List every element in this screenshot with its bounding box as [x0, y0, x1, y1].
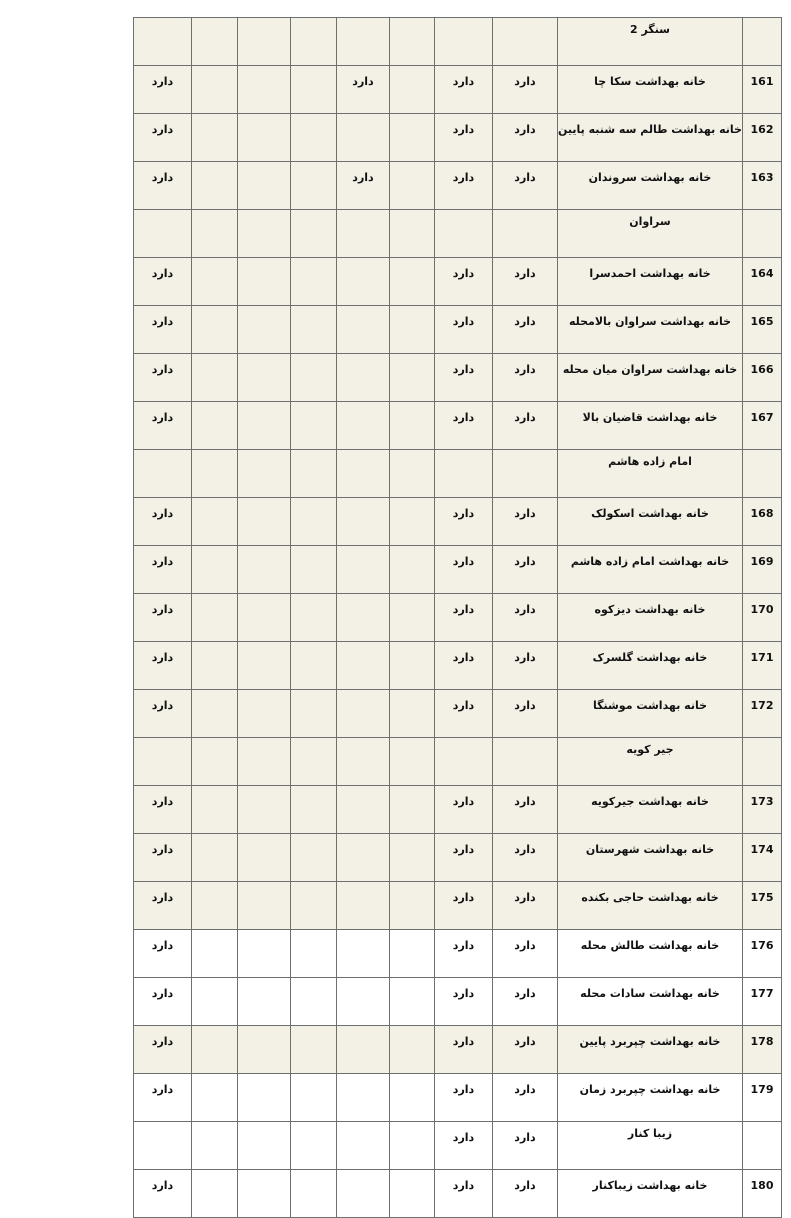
facility-name: خانه بهداشت جیرکویه	[558, 786, 743, 834]
facility-name: خانه بهداشت چپربرد زمان	[558, 1074, 743, 1122]
empty-cell	[390, 498, 435, 546]
empty-cell	[238, 114, 291, 162]
status-cell	[435, 18, 493, 66]
facility-name: خانه بهداشت سادات محله	[558, 978, 743, 1026]
status-cell: دارد	[435, 882, 493, 930]
section-header-row	[134, 210, 782, 258]
empty-cell	[238, 162, 291, 210]
status-cell: دارد	[493, 882, 558, 930]
status-cell: دارد	[493, 546, 558, 594]
empty-cell	[291, 354, 337, 402]
status-cell	[493, 738, 558, 786]
status-cell: دارد	[337, 162, 390, 210]
status-cell: دارد	[493, 354, 558, 402]
section-header-row	[134, 1122, 782, 1170]
status-cell: دارد	[134, 162, 192, 210]
empty-cell	[337, 18, 390, 66]
empty-cell	[238, 786, 291, 834]
status-cell	[337, 834, 390, 882]
table-row	[134, 594, 782, 642]
empty-cell	[291, 210, 337, 258]
empty-cell	[192, 210, 238, 258]
empty-cell	[192, 306, 238, 354]
empty-cell	[291, 450, 337, 498]
empty-cell	[192, 1026, 238, 1074]
empty-cell	[291, 402, 337, 450]
empty-cell	[238, 738, 291, 786]
facility-name: خانه بهداشت سراوان میان محله	[558, 354, 743, 402]
empty-cell	[291, 1074, 337, 1122]
empty-cell	[192, 786, 238, 834]
status-cell: دارد	[435, 1170, 493, 1218]
row-number: 164	[743, 258, 782, 306]
status-cell	[435, 738, 493, 786]
facility-name: خانه بهداشت گلسرک	[558, 642, 743, 690]
status-cell: دارد	[134, 1170, 192, 1218]
facility-name: خانه بهداشت دیزکوه	[558, 594, 743, 642]
empty-cell	[390, 402, 435, 450]
empty-cell	[390, 930, 435, 978]
status-cell: دارد	[493, 258, 558, 306]
empty-cell	[291, 930, 337, 978]
table-row	[134, 402, 782, 450]
empty-cell	[291, 18, 337, 66]
empty-cell	[192, 258, 238, 306]
status-cell: دارد	[493, 594, 558, 642]
status-cell	[337, 930, 390, 978]
empty-cell	[192, 738, 238, 786]
empty-cell	[134, 1122, 192, 1170]
status-cell: دارد	[493, 690, 558, 738]
empty-cell	[238, 18, 291, 66]
empty-cell	[390, 786, 435, 834]
section-header-row	[134, 18, 782, 66]
empty-cell	[390, 306, 435, 354]
empty-cell	[134, 450, 192, 498]
empty-cell	[192, 402, 238, 450]
empty-cell	[291, 690, 337, 738]
status-cell: دارد	[134, 978, 192, 1026]
status-cell	[337, 690, 390, 738]
status-cell: دارد	[134, 258, 192, 306]
status-cell: دارد	[435, 402, 493, 450]
status-cell	[493, 18, 558, 66]
table-row	[134, 498, 782, 546]
status-cell: دارد	[435, 498, 493, 546]
empty-cell	[192, 450, 238, 498]
status-cell: دارد	[493, 498, 558, 546]
empty-cell	[337, 738, 390, 786]
empty-cell	[291, 306, 337, 354]
empty-cell	[238, 1170, 291, 1218]
row-number: 167	[743, 402, 782, 450]
row-number: 162	[743, 114, 782, 162]
status-cell: دارد	[435, 1122, 493, 1170]
empty-cell	[192, 642, 238, 690]
empty-cell	[238, 1122, 291, 1170]
facility-name: خانه بهداشت سکا چا	[558, 66, 743, 114]
status-cell: دارد	[493, 930, 558, 978]
empty-cell	[337, 210, 390, 258]
status-cell: دارد	[435, 930, 493, 978]
empty-cell	[291, 786, 337, 834]
status-cell: دارد	[493, 642, 558, 690]
status-cell: دارد	[134, 642, 192, 690]
status-cell: دارد	[435, 1026, 493, 1074]
empty-cell	[192, 66, 238, 114]
row-number: 179	[743, 1074, 782, 1122]
status-cell: دارد	[435, 306, 493, 354]
status-cell	[337, 1026, 390, 1074]
status-cell: دارد	[435, 1074, 493, 1122]
empty-cell	[390, 1074, 435, 1122]
empty-cell	[134, 738, 192, 786]
status-cell	[493, 210, 558, 258]
status-cell: دارد	[134, 882, 192, 930]
empty-cell	[390, 642, 435, 690]
empty-cell	[238, 930, 291, 978]
status-cell: دارد	[493, 1122, 558, 1170]
empty-cell	[390, 114, 435, 162]
status-cell	[337, 402, 390, 450]
empty-cell	[743, 1122, 782, 1170]
facility-name: خانه بهداشت اسکولک	[558, 498, 743, 546]
table-row	[134, 546, 782, 594]
facility-name: خانه بهداشت طالش محله	[558, 930, 743, 978]
empty-cell	[192, 162, 238, 210]
status-cell: دارد	[493, 1170, 558, 1218]
status-cell	[337, 546, 390, 594]
empty-cell	[291, 834, 337, 882]
row-number: 163	[743, 162, 782, 210]
empty-cell	[238, 834, 291, 882]
empty-cell	[390, 1170, 435, 1218]
row-number: 166	[743, 354, 782, 402]
empty-cell	[238, 450, 291, 498]
empty-cell	[238, 354, 291, 402]
health-houses-table	[133, 17, 782, 1218]
empty-cell	[291, 258, 337, 306]
row-number: 171	[743, 642, 782, 690]
empty-cell	[192, 546, 238, 594]
empty-cell	[390, 354, 435, 402]
status-cell: دارد	[134, 690, 192, 738]
table-row	[134, 642, 782, 690]
status-cell: دارد	[134, 786, 192, 834]
empty-cell	[192, 18, 238, 66]
status-cell	[337, 1170, 390, 1218]
status-cell: دارد	[493, 114, 558, 162]
status-cell	[337, 1074, 390, 1122]
empty-cell	[291, 882, 337, 930]
row-number: 161	[743, 66, 782, 114]
empty-cell	[238, 690, 291, 738]
row-number: 168	[743, 498, 782, 546]
empty-cell	[192, 978, 238, 1026]
status-cell: دارد	[493, 834, 558, 882]
status-cell: دارد	[435, 978, 493, 1026]
empty-cell	[291, 1026, 337, 1074]
empty-cell	[192, 690, 238, 738]
empty-cell	[390, 210, 435, 258]
status-cell: دارد	[134, 834, 192, 882]
empty-cell	[291, 114, 337, 162]
status-cell	[337, 594, 390, 642]
status-cell: دارد	[493, 1074, 558, 1122]
status-cell: دارد	[134, 546, 192, 594]
empty-cell	[238, 642, 291, 690]
empty-cell	[238, 66, 291, 114]
empty-cell	[238, 1074, 291, 1122]
empty-cell	[192, 354, 238, 402]
facility-name: خانه بهداشت امام زاده هاشم	[558, 546, 743, 594]
empty-cell	[390, 18, 435, 66]
empty-cell	[134, 210, 192, 258]
empty-cell	[238, 978, 291, 1026]
empty-cell	[291, 738, 337, 786]
empty-cell	[291, 1122, 337, 1170]
status-cell: دارد	[493, 402, 558, 450]
row-number: 172	[743, 690, 782, 738]
section-title: زیبا کنار	[558, 1122, 743, 1170]
empty-cell	[743, 738, 782, 786]
status-cell	[337, 882, 390, 930]
empty-cell	[192, 114, 238, 162]
table-row	[134, 1170, 782, 1218]
facility-name: خانه بهداشت قاضیان بالا	[558, 402, 743, 450]
facility-name: خانه بهداشت حاجی بکنده	[558, 882, 743, 930]
empty-cell	[192, 594, 238, 642]
empty-cell	[390, 66, 435, 114]
table-row	[134, 834, 782, 882]
row-number: 170	[743, 594, 782, 642]
empty-cell	[192, 1074, 238, 1122]
empty-cell	[238, 594, 291, 642]
status-cell: دارد	[493, 66, 558, 114]
row-number: 174	[743, 834, 782, 882]
facility-name: خانه بهداشت احمدسرا	[558, 258, 743, 306]
empty-cell	[291, 546, 337, 594]
empty-cell	[238, 546, 291, 594]
empty-cell	[238, 498, 291, 546]
status-cell	[337, 354, 390, 402]
status-cell: دارد	[435, 642, 493, 690]
empty-cell	[390, 978, 435, 1026]
empty-cell	[390, 594, 435, 642]
empty-cell	[390, 450, 435, 498]
empty-cell	[291, 978, 337, 1026]
empty-cell	[291, 162, 337, 210]
empty-cell	[192, 882, 238, 930]
facility-name: خانه بهداشت زیباکنار	[558, 1170, 743, 1218]
status-cell: دارد	[435, 786, 493, 834]
status-cell: دارد	[435, 114, 493, 162]
facility-name: خانه بهداشت سراوان بالامحله	[558, 306, 743, 354]
section-title: امام زاده هاشم	[558, 450, 743, 498]
empty-cell	[743, 18, 782, 66]
facility-name: خانه بهداشت چپربرد پایین	[558, 1026, 743, 1074]
empty-cell	[291, 66, 337, 114]
empty-cell	[192, 1122, 238, 1170]
facility-name: خانه بهداشت موشنگا	[558, 690, 743, 738]
table-row	[134, 882, 782, 930]
empty-cell	[390, 1122, 435, 1170]
empty-cell	[238, 210, 291, 258]
status-cell	[337, 114, 390, 162]
empty-cell	[390, 738, 435, 786]
empty-cell	[743, 450, 782, 498]
table-row	[134, 354, 782, 402]
status-cell: دارد	[134, 1074, 192, 1122]
table-row	[134, 66, 782, 114]
status-cell: دارد	[435, 594, 493, 642]
document-page	[133, 17, 782, 1218]
status-cell: دارد	[134, 354, 192, 402]
empty-cell	[192, 834, 238, 882]
empty-cell	[192, 498, 238, 546]
table-row	[134, 786, 782, 834]
empty-cell	[238, 258, 291, 306]
status-cell: دارد	[435, 354, 493, 402]
status-cell: دارد	[435, 66, 493, 114]
status-cell: دارد	[493, 786, 558, 834]
empty-cell	[291, 498, 337, 546]
empty-cell	[238, 306, 291, 354]
status-cell	[435, 210, 493, 258]
facility-name: خانه بهداشت شهرستان	[558, 834, 743, 882]
table-row	[134, 306, 782, 354]
empty-cell	[390, 1026, 435, 1074]
section-title: جیر کویه	[558, 738, 743, 786]
status-cell: دارد	[493, 162, 558, 210]
status-cell	[493, 450, 558, 498]
empty-cell	[390, 690, 435, 738]
facility-name: خانه بهداشت سروندان	[558, 162, 743, 210]
row-number: 175	[743, 882, 782, 930]
empty-cell	[238, 1026, 291, 1074]
empty-cell	[743, 210, 782, 258]
empty-cell	[291, 594, 337, 642]
status-cell: دارد	[435, 546, 493, 594]
row-number: 165	[743, 306, 782, 354]
row-number: 180	[743, 1170, 782, 1218]
row-number: 169	[743, 546, 782, 594]
table-row	[134, 1026, 782, 1074]
section-title: سنگر 2	[558, 18, 743, 66]
row-number: 173	[743, 786, 782, 834]
status-cell: دارد	[435, 258, 493, 306]
table-row	[134, 690, 782, 738]
empty-cell	[390, 546, 435, 594]
table-row	[134, 162, 782, 210]
empty-cell	[390, 882, 435, 930]
section-header-row	[134, 738, 782, 786]
table-row	[134, 930, 782, 978]
status-cell: دارد	[134, 306, 192, 354]
status-cell	[337, 258, 390, 306]
status-cell: دارد	[493, 306, 558, 354]
row-number: 176	[743, 930, 782, 978]
empty-cell	[238, 402, 291, 450]
empty-cell	[390, 258, 435, 306]
row-number: 177	[743, 978, 782, 1026]
status-cell: دارد	[134, 402, 192, 450]
status-cell: دارد	[493, 1026, 558, 1074]
status-cell: دارد	[134, 114, 192, 162]
status-cell: دارد	[435, 690, 493, 738]
empty-cell	[238, 882, 291, 930]
table-row	[134, 1074, 782, 1122]
section-header-row	[134, 450, 782, 498]
empty-cell	[291, 642, 337, 690]
status-cell	[337, 306, 390, 354]
table-row	[134, 978, 782, 1026]
empty-cell	[291, 1170, 337, 1218]
status-cell: دارد	[134, 930, 192, 978]
status-cell: دارد	[134, 498, 192, 546]
empty-cell	[192, 1170, 238, 1218]
table-row	[134, 258, 782, 306]
status-cell: دارد	[435, 834, 493, 882]
empty-cell	[337, 1122, 390, 1170]
status-cell	[337, 498, 390, 546]
empty-cell	[192, 930, 238, 978]
status-cell	[337, 978, 390, 1026]
status-cell: دارد	[134, 66, 192, 114]
empty-cell	[390, 162, 435, 210]
status-cell	[337, 786, 390, 834]
status-cell: دارد	[134, 594, 192, 642]
status-cell: دارد	[337, 66, 390, 114]
facility-name: خانه بهداشت طالم سه شنبه پایین	[558, 114, 743, 162]
section-title: سراوان	[558, 210, 743, 258]
empty-cell	[337, 450, 390, 498]
status-cell: دارد	[435, 162, 493, 210]
empty-cell	[390, 834, 435, 882]
status-cell	[435, 450, 493, 498]
empty-cell	[134, 18, 192, 66]
table-row	[134, 114, 782, 162]
row-number: 178	[743, 1026, 782, 1074]
status-cell: دارد	[134, 1026, 192, 1074]
status-cell: دارد	[493, 978, 558, 1026]
status-cell	[337, 642, 390, 690]
